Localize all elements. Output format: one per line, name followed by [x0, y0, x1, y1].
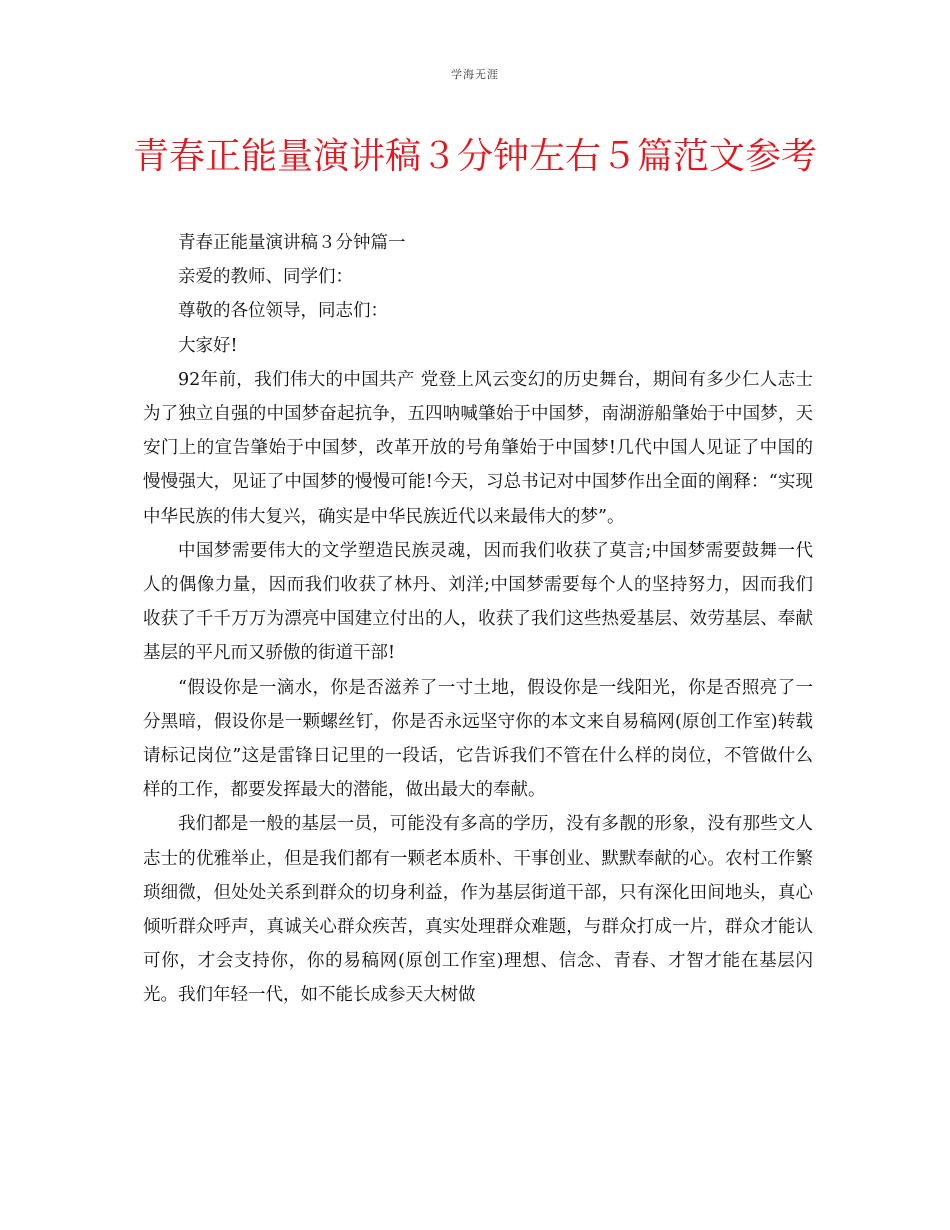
salutation: 尊敬的各位领导，同志们： — [178, 301, 388, 322]
body-paragraph: 92年前，我们伟大的中国共产 党登上风云变幻的历史舞台，期间有多少仁人志士为了独立自强的中国梦奋起抗争，五四呐喊肇始于中国梦，南湖游船肇始于中国梦，天安门上的宣告肇始于中国梦，改革开放的号角肇始于中国梦!几代中国人见证了中国的慢慢强大，见证了中国梦的慢慢可能!今天，习总书记对中国梦作出全面的阐释：“实现中华民族的伟大复兴，确实是中华民族近代以来最伟大的梦”。 — [143, 369, 813, 527]
document-title: 青春正能量演讲稿３分钟左右５篇范文参考 — [132, 136, 817, 177]
section-heading: 青春正能量演讲稿３分钟篇一 — [178, 233, 406, 253]
body-paragraph: 我们都是一般的基层一员，可能没有多高的学历，没有多靓的形象，没有那些文人志士的优雅举止，但是我们都有一颗老本质朴、干事创业、默默奉献的心。农村工作繁琐细微，但处处关系到群众的切身利益，作为基层街道干部，只有深化田间地头，真心倾听群众呼声，真诚关心群众疾苦，真实处理群众难题，与群众打成一片，群众才能认可你，才会支持你，你的易稿网(原创工作室)理想、信念、青春、才智才能在基层闪光。我们年轻一代，如不能长成参天大树做 — [143, 814, 813, 1006]
salutation: 亲爱的教师、同学们： — [178, 267, 353, 288]
greeting: 大家好! — [178, 335, 238, 356]
document-body — [143, 226, 813, 1013]
body-paragraph: 中国梦需要伟大的文学塑造民族灵魂，因而我们收获了莫言;中国梦需要鼓舞一代人的偶像力量，因而我们收获了林丹、刘洋;中国梦需要每个人的坚持努力，因而我们收获了千千万万为漂亮中国建立付出的人，收获了我们这些热爱基层、效劳基层、奉献基层的平凡而又骄傲的街道干部! — [143, 540, 813, 664]
page-header: 学海无涯 — [451, 68, 499, 81]
body-paragraph: “假设你是一滴水，你是否滋养了一寸土地，假设你是一线阳光，你是否照亮了一分黑暗，假设你是一颗螺丝钉，你是否永远坚守你的本文来自易稿网(原创工作室)转载请标记岗位”这是雷锋日记里的一段话，它告诉我们不管在什么样的岗位，不管做什么样的工作，都要发挥最大的潜能，做出最大的奉献。 — [143, 677, 813, 801]
